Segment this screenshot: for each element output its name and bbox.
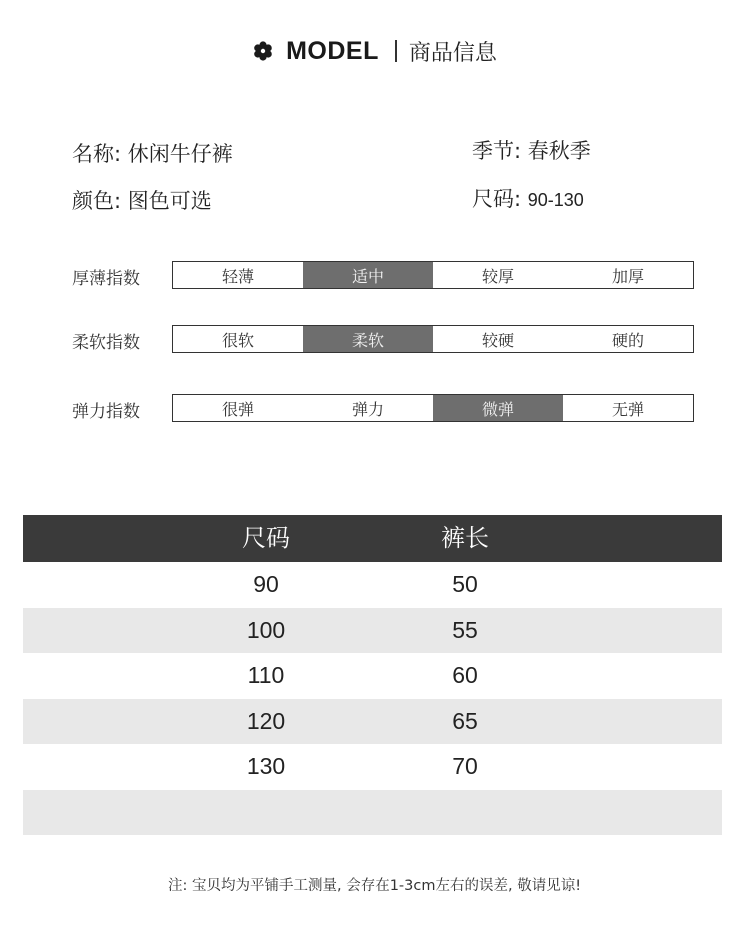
product-season-value: 春秋季 bbox=[527, 139, 591, 163]
softness-option: 柔软 bbox=[303, 326, 433, 352]
elasticity-scale-label: 弹力指数 bbox=[72, 401, 140, 422]
cell-size bbox=[186, 790, 346, 836]
product-color-value: 图色可选 bbox=[127, 189, 212, 213]
product-size-label: 尺码: bbox=[472, 187, 522, 211]
thickness-scale-box bbox=[172, 261, 694, 289]
softness-scale bbox=[72, 325, 644, 355]
thickness-scale-label: 厚薄指数 bbox=[72, 268, 140, 289]
flower-logo-icon bbox=[252, 40, 274, 62]
table-row bbox=[23, 608, 722, 654]
product-color-label: 颜色: bbox=[72, 189, 122, 213]
cell-size: 110 bbox=[247, 662, 285, 688]
thickness-option: 加厚 bbox=[611, 266, 644, 286]
elasticity-scale-box bbox=[172, 394, 694, 422]
softness-scale-box bbox=[172, 325, 694, 353]
product-size bbox=[472, 183, 584, 213]
brand-name: MODEL bbox=[286, 36, 379, 65]
table-row bbox=[23, 790, 722, 836]
thickness-option: 轻薄 bbox=[221, 266, 254, 286]
softness-option: 很软 bbox=[221, 330, 254, 350]
cell-size: 130 bbox=[246, 753, 286, 779]
product-color bbox=[72, 185, 212, 215]
elasticity-option: 很弹 bbox=[221, 399, 254, 419]
product-size-value: 90-130 bbox=[527, 190, 584, 210]
size-table bbox=[23, 515, 722, 835]
softness-scale-label: 柔软指数 bbox=[72, 332, 140, 353]
product-name-label: 名称: bbox=[72, 142, 122, 166]
thickness-scale bbox=[72, 261, 644, 291]
cell-length: 55 bbox=[452, 616, 478, 643]
cell-size: 90 bbox=[253, 571, 279, 597]
cell-size: 100 bbox=[246, 616, 286, 643]
cell-length: 65 bbox=[452, 707, 478, 734]
table-row bbox=[23, 699, 722, 745]
measurement-note: 注: 宝贝均为平铺手工测量, 会存在1-3cm左右的误差, 敬请见谅! bbox=[167, 878, 582, 894]
table-header bbox=[23, 515, 722, 562]
header-divider bbox=[395, 40, 397, 62]
cell-length: 70 bbox=[452, 753, 478, 779]
product-season-label: 季节: bbox=[472, 139, 522, 163]
header-subtitle: 商品信息 bbox=[408, 40, 497, 66]
header-length: 裤长 bbox=[441, 524, 489, 552]
cell-length: 60 bbox=[452, 662, 478, 688]
thickness-option: 适中 bbox=[303, 262, 433, 288]
cell-length: 50 bbox=[452, 571, 478, 597]
table-row bbox=[23, 653, 722, 699]
table-row bbox=[23, 744, 722, 790]
product-name-value: 休闲牛仔裤 bbox=[127, 142, 233, 166]
header-size: 尺码 bbox=[242, 524, 290, 552]
softness-option: 较硬 bbox=[481, 330, 514, 350]
product-season bbox=[472, 135, 591, 165]
thickness-option: 较厚 bbox=[481, 266, 514, 286]
elasticity-option: 无弹 bbox=[611, 399, 644, 419]
softness-option: 硬的 bbox=[611, 330, 644, 350]
header bbox=[0, 34, 749, 68]
product-name bbox=[72, 138, 233, 168]
elasticity-option: 弹力 bbox=[351, 399, 384, 419]
cell-size: 120 bbox=[246, 707, 286, 734]
cell-length bbox=[385, 790, 545, 836]
elasticity-option: 微弹 bbox=[433, 395, 563, 421]
elasticity-scale bbox=[72, 394, 644, 424]
table-row bbox=[23, 562, 722, 608]
